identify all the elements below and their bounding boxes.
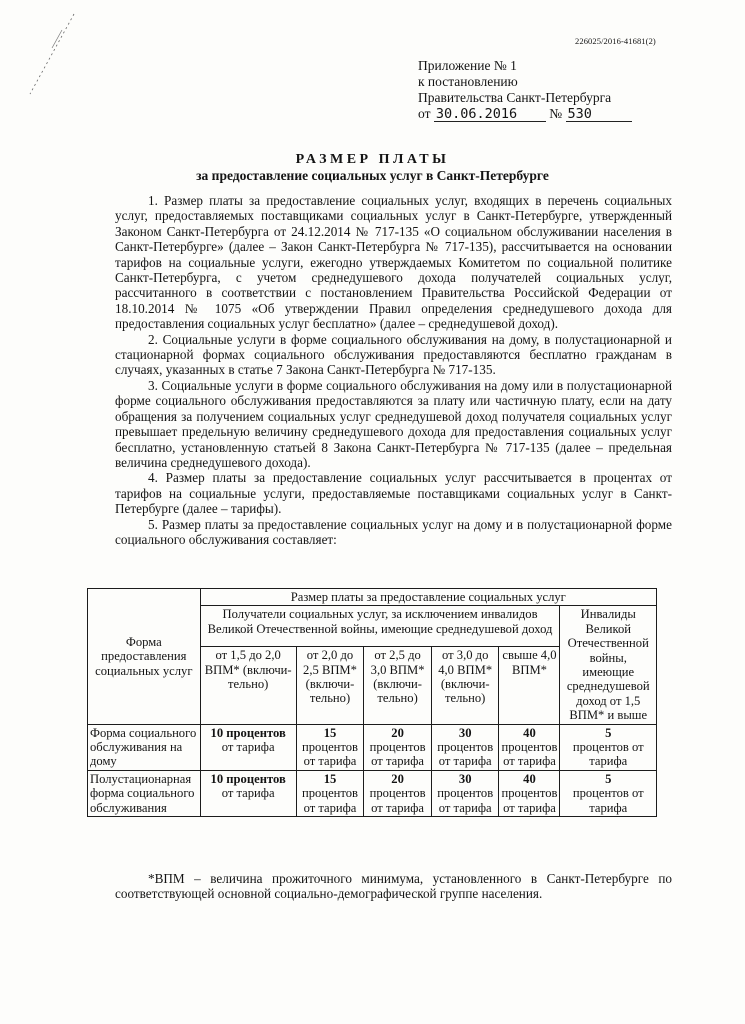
fee-cell	[560, 724, 657, 770]
number-prefix: №	[549, 106, 563, 121]
fee-unit: процентов от тарифа	[501, 740, 558, 769]
header-range-cell: свыше 4,0 ВПМ*	[499, 647, 560, 725]
header-range-cell: от 2,0 до 2,5 ВПМ* (включи-тельно)	[296, 647, 364, 725]
appendix-block	[418, 58, 632, 122]
fee-unit: процентов от тарифа	[369, 740, 426, 769]
footnote-text: *ВПМ – величина прожиточного минимума, установленного в Санкт-Петербурге по соответствующей основной социально-демографической группе населения.	[115, 871, 672, 902]
fee-value: 30	[458, 725, 472, 740]
header-group-cell: Размер платы за предоставление социальных услуг	[200, 589, 656, 606]
appendix-number: 530	[566, 107, 632, 122]
fee-unit: процентов от тарифа	[369, 786, 426, 815]
fee-cell	[499, 770, 560, 816]
fee-cell	[431, 724, 499, 770]
row-form-label: Полустационарная форма социального обслуживания	[88, 770, 201, 816]
appendix-line-1: Приложение № 1	[418, 58, 517, 73]
header-range-cell: от 3,0 до 4,0 ВПМ* (включи-тельно)	[431, 647, 499, 725]
paragraph-5: 5. Размер платы за предоставление социальных услуг на дому и в полустационарной форме социального обслуживания составляет:	[115, 516, 672, 547]
fee-unit: процентов от тарифа	[572, 786, 644, 815]
fee-cell	[499, 724, 560, 770]
fee-cell	[296, 770, 364, 816]
fee-value: 20	[391, 771, 404, 786]
fee-cell	[364, 770, 432, 816]
fee-value: 15	[323, 771, 337, 786]
appendix-date: 30.06.2016	[434, 107, 546, 122]
fee-unit: от тарифа	[221, 740, 275, 755]
fee-value: 10 процентов	[210, 771, 286, 786]
paragraph-2: 2. Социальные услуги в форме социального обслуживания на дому, в полустационарной и стационарной формах социального обслуживания предоставляются бесплатно гражданам в случаях, указанных в статье 7 Закона Санкт-Петербурга № 717-135.	[115, 331, 672, 378]
fee-unit: процентов от тарифа	[437, 740, 494, 769]
appendix-line-2: к постановлению	[418, 74, 518, 89]
fee-unit: процентов от тарифа	[501, 786, 558, 815]
fee-cell	[296, 724, 364, 770]
table-row	[88, 724, 657, 770]
fee-cell	[431, 770, 499, 816]
appendix-line-3: Правительства Санкт-Петербурга	[418, 90, 612, 105]
fee-unit: от тарифа	[221, 786, 275, 801]
fee-value: 40	[523, 771, 536, 786]
header-form-cell: Форма предоставления социальных услуг	[88, 589, 201, 725]
header-range-cell: от 2,5 до 3,0 ВПМ* (включи-тельно)	[364, 647, 432, 725]
footnote	[115, 871, 672, 902]
date-prefix: от	[418, 106, 431, 121]
table-header-row-1	[88, 589, 657, 606]
fee-value: 10 процентов	[210, 725, 286, 740]
scan-artifact-mark	[22, 10, 82, 100]
document-registration-number: 226025/2016-41681(2)	[575, 36, 656, 46]
fee-value: 30	[458, 771, 472, 786]
fee-unit: процентов от тарифа	[302, 786, 358, 815]
header-veterans-cell: Инвалиды Великой Отечественной войны, имеющие среднедушевой доход от 1,5 ВПМ* и выше	[560, 606, 657, 724]
fee-value: 5	[605, 725, 612, 740]
appendix-date-line	[418, 106, 632, 122]
fee-unit: процентов от тарифа	[437, 786, 494, 815]
document-title: РАЗМЕР ПЛАТЫ	[295, 152, 450, 167]
paragraph-1: 1. Размер платы за предоставление социальных услуг, входящих в перечень социальных услуг, предоставляемых поставщиками социальных услуг в Санкт-Петербурге, утвержденный Законом Санкт-Петербурга от 24.12.2014 № 717-135 «О социальном обслуживании населения в Санкт-Петербурге» (далее – Закон Санкт-Петербурга № 717-135), рассчитывается на основании тарифов на социальные услуги, ежегодно утверждаемых Комитетом по социальной политике Санкт-Петербурга, с учетом среднедушевого дохода получателей социальных услуг, рассчитанного в соответствии с постановлением Правительства Российской Федерации от 18.10.2014 № 1075 «Об утверждении Правил определения среднедушевого дохода для предоставления социальных услуг бесплатно» (далее – среднедушевой доход).	[115, 193, 672, 332]
table-row	[88, 770, 657, 816]
paragraph-4: 4. Размер платы за предоставление социальных услуг рассчитывается в процентах от тарифов на социальные услуги, предоставляемые поставщиками социальных услуг в Санкт-Петербурге (далее – тарифы).	[115, 470, 672, 517]
fee-value: 20	[391, 725, 404, 740]
fee-unit: процентов от тарифа	[572, 740, 644, 769]
fee-table	[87, 588, 657, 817]
fee-value: 15	[323, 725, 337, 740]
header-subgroup-cell: Получатели социальных услуг, за исключением инвалидов Великой Отечественной войны, имеющие среднедушевой доход	[200, 606, 560, 647]
document-subtitle: за предоставление социальных услуг в Санкт-Петербурге	[196, 168, 549, 183]
row-form-label: Форма социального обслуживания на дому	[88, 724, 201, 770]
document-body	[115, 193, 672, 547]
fee-cell	[200, 724, 296, 770]
fee-cell	[200, 770, 296, 816]
fee-cell	[560, 770, 657, 816]
fee-value: 40	[523, 725, 536, 740]
fee-cell	[364, 724, 432, 770]
fee-value: 5	[605, 771, 612, 786]
fee-unit: процентов от тарифа	[302, 740, 358, 769]
paragraph-3: 3. Социальные услуги в форме социального обслуживания на дому или в полустационарной форме социального обслуживания предоставляются за плату или частичную плату, если на дату обращения за получением социальных услуг среднедушевой доход получателя социальных услуг превышает предельную величину среднедушевого дохода для предоставления социальных услуг бесплатно, установленную статьей 8 Закона Санкт-Петербурга № 717-135 (далее – предельная величина среднедушевого дохода).	[115, 377, 672, 470]
header-range-cell: от 1,5 до 2,0 ВПМ* (включи-тельно)	[200, 647, 296, 725]
